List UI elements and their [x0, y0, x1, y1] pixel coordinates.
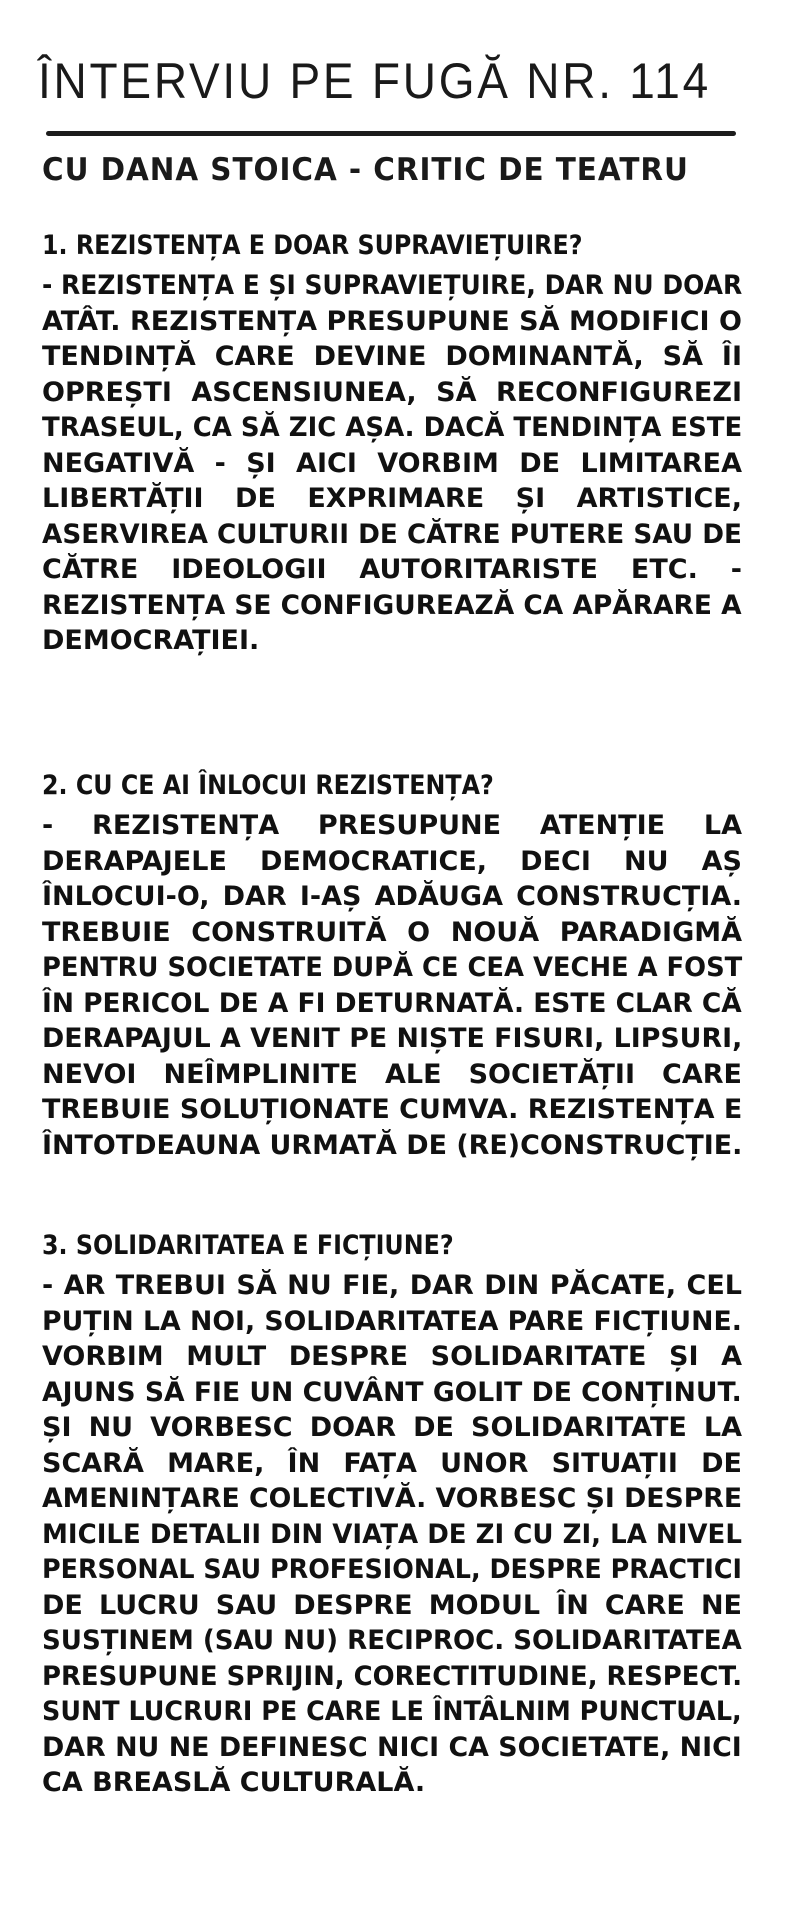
answer-line: ASERVIREA CULTURII DE CĂTRE PUTERE SAU DE: [42, 518, 742, 550]
answer-2: [42, 808, 742, 1163]
answer-line: - AR TREBUI SĂ NU FIE, DAR DIN PĂCATE, CEL: [42, 1270, 742, 1301]
question-1: 1. REZISTENȚA E DOAR SUPRAVIEȚUIRE?: [42, 230, 583, 261]
answer-line: AJUNS SĂ FIE UN CUVÂNT GOLIT DE CONȚINUT.: [42, 1376, 742, 1408]
answer-line: DAR NU NE DEFINESC NICI CA SOCIETATE, NICI: [42, 1731, 742, 1763]
answer-line: ATÂT. REZISTENȚA PRESUPUNE SĂ MODIFICI O: [42, 305, 742, 337]
answer-line: NEVOI NEÎMPLINITE ALE SOCIETĂȚII CARE: [42, 1058, 742, 1090]
answer-line: TRASEUL, CA SĂ ZIC AȘA. DACĂ TENDINȚA ESTE: [42, 412, 743, 443]
answer-line: - REZISTENȚA E ȘI SUPRAVIEȚUIRE, DAR NU DOAR: [42, 270, 743, 301]
answer-line: SUNT LUCRURI PE CARE LE ÎNTÂLNIM PUNCTUAL,: [42, 1696, 742, 1727]
answer-line: DE LUCRU SAU DESPRE MODUL ÎN CARE NE: [42, 1589, 742, 1621]
answer-line: DERAPAJELE DEMOCRATICE, DECI NU AȘ: [42, 845, 742, 877]
answer-line: ÎNLOCUI-O, DAR I-AȘ ADĂUGA CONSTRUCȚIA.: [42, 881, 742, 912]
answer-line: PUȚIN LA NOI, SOLIDARITATEA PARE FICȚIUNE.: [42, 1305, 742, 1337]
qa-section-1: [42, 228, 742, 659]
answer-line: CĂTRE IDEOLOGII AUTORITARISTE ETC. -: [42, 554, 742, 585]
answer-line: AMENINȚARE COLECTIVĂ. VORBESC ȘI DESPRE: [42, 1483, 743, 1514]
answer-line: PENTRU SOCIETATE DUPĂ CE CEA VECHE A FOST: [42, 952, 743, 983]
answer-line: ÎNTOTDEAUNA URMATĂ DE (RE)CONSTRUCȚIE.: [42, 1129, 743, 1161]
answer-line: TENDINȚĂ CARE DEVINE DOMINANTĂ, SĂ ÎI: [42, 341, 742, 372]
answer-line: REZISTENȚA SE CONFIGUREAZĂ CA APĂRARE A: [42, 589, 742, 621]
answer-line: PRESUPUNE SPRIJIN, CORECTITUDINE, RESPECT.: [42, 1660, 743, 1692]
answer-line: - REZISTENȚA PRESUPUNE ATENȚIE LA: [42, 810, 742, 841]
answer-line: OPREȘTI ASCENSIUNEA, SĂ RECONFIGUREZI: [42, 376, 742, 408]
answer-line: MICILE DETALII DIN VIAȚA DE ZI CU ZI, LA NIVEL: [42, 1518, 742, 1550]
question-2: 2. CU CE AI ÎNLOCUI REZISTENȚA?: [42, 770, 494, 801]
answer-line: LIBERTĂȚII DE EXPRIMARE ȘI ARTISTICE,: [42, 483, 742, 514]
question-3: 3. SOLIDARITATEA E FICȚIUNE?: [42, 1230, 454, 1261]
answer-line: SUSȚINEM (SAU NU) RECIPROC. SOLIDARITATEA: [42, 1625, 742, 1656]
answer-line: SCARĂ MARE, ÎN FAȚA UNOR SITUAȚII DE: [42, 1447, 742, 1479]
answer-line: TREBUIE CONSTRUITĂ O NOUĂ PARADIGMĂ: [42, 916, 742, 948]
answer-line: NEGATIVĂ - ȘI AICI VORBIM DE LIMITAREA: [42, 447, 742, 479]
answer-line: ÎN PERICOL DE A FI DETURNATĂ. ESTE CLAR CĂ: [42, 987, 742, 1019]
answer-1: [42, 268, 742, 659]
answer-line: CA BREASLĂ CULTURALĂ.: [42, 1767, 426, 1798]
title-underline-divider: [46, 131, 736, 136]
qa-section-2: [42, 768, 742, 1163]
page-title: ÎNTERVIU PE FUGĂ NR. 114: [38, 53, 711, 109]
answer-line: VORBIM MULT DESPRE SOLIDARITATE ȘI A: [42, 1341, 742, 1372]
qa-section-3: [42, 1228, 742, 1801]
answer-line: DEMOCRAȚIEI.: [42, 625, 260, 656]
answer-3: [42, 1268, 742, 1801]
answer-line: TREBUIE SOLUȚIONATE CUMVA. REZISTENȚA E: [42, 1094, 743, 1125]
answer-line: PERSONAL SAU PROFESIONAL, DESPRE PRACTICI: [42, 1554, 742, 1585]
page-subtitle: CU DANA STOICA - CRITIC DE TEATRU: [42, 152, 689, 188]
answer-line: DERAPAJUL A VENIT PE NIȘTE FISURI, LIPSURI,: [42, 1023, 743, 1054]
answer-line: ȘI NU VORBESC DOAR DE SOLIDARITATE LA: [42, 1412, 742, 1443]
